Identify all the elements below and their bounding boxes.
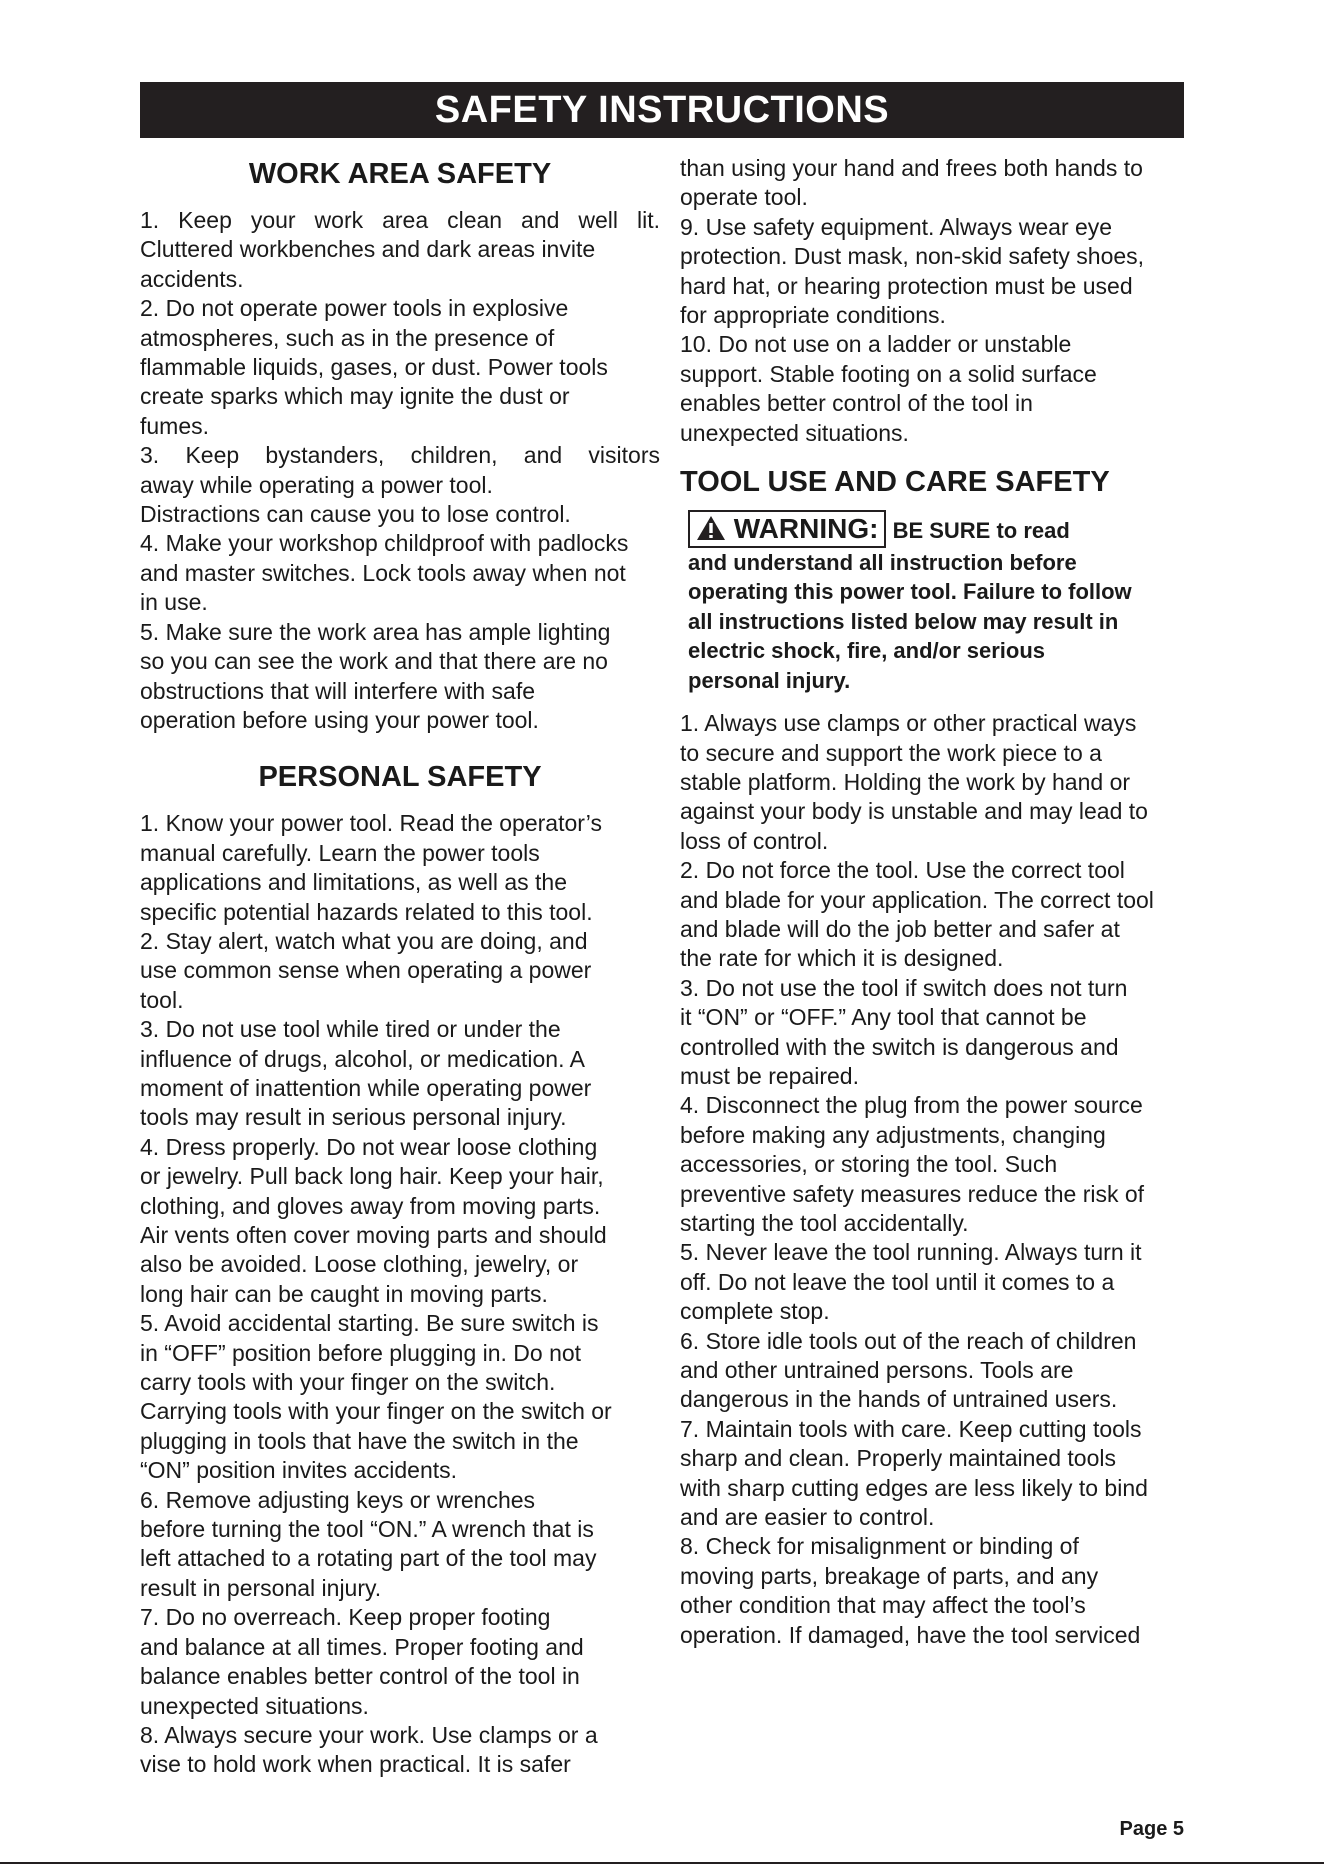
warning-label-box	[688, 510, 886, 548]
text-line: operate tool.	[680, 184, 808, 211]
text-line: long hair can be caught in moving parts.	[140, 1280, 548, 1307]
text-line: off. Do not leave the tool until it comes to a	[680, 1268, 1115, 1295]
continued-personal-safety	[680, 154, 1190, 448]
text-line: stable platform. Holding the work by hand or	[680, 768, 1131, 795]
text-line: or jewelry. Pull back long hair. Keep your hair,	[140, 1163, 604, 1190]
text-line: use common sense when operating a power	[140, 957, 592, 984]
text-line: and are easier to control.	[680, 1504, 935, 1531]
text-line: 2. Do not force the tool. Use the correct tool	[680, 857, 1125, 884]
text-line: hard hat, or hearing protection must be used	[680, 272, 1133, 299]
text-line: and blade for your application. The correct tool	[680, 886, 1154, 913]
text-line: the rate for which it is designed.	[680, 945, 1004, 972]
text-line: plugging in tools that have the switch in the	[140, 1427, 579, 1454]
text-line: loss of control.	[680, 827, 829, 854]
text-line: 8. Check for misalignment or binding of	[680, 1533, 1079, 1560]
text-line: 2. Do not operate power tools in explosive	[140, 295, 569, 322]
text-line: it “ON” or “OFF.” Any tool that cannot be	[680, 1004, 1087, 1031]
text-line: flammable liquids, gases, or dust. Power tools	[140, 354, 608, 381]
text-line: 3. Keep bystanders, children, and visitors	[140, 442, 660, 469]
text-line: dangerous in the hands of untrained users.	[680, 1386, 1118, 1413]
text-line: sharp and clean. Properly maintained tools	[680, 1445, 1116, 1472]
text-line: 4. Make your workshop childproof with padlocks	[140, 530, 629, 557]
text-line: Air vents often cover moving parts and should	[140, 1222, 607, 1248]
text-line: 5. Make sure the work area has ample lighting	[140, 618, 611, 645]
text-line: protection. Dust mask, non-skid safety shoes,	[680, 243, 1145, 270]
text-line: support. Stable footing on a solid surface	[680, 360, 1097, 387]
text-line: to secure and support the work piece to a	[680, 739, 1102, 766]
text-line: create sparks which may ignite the dust or	[140, 383, 570, 410]
text-line: complete stop.	[680, 1298, 830, 1325]
text-line: and understand all instruction before	[688, 550, 1077, 576]
text-line: 5. Avoid accidental starting. Be sure switch is	[140, 1310, 599, 1337]
warning-triangle-icon	[696, 515, 726, 541]
text-line: balance enables better control of the tool in	[140, 1663, 580, 1690]
text-line: result in personal injury.	[140, 1574, 382, 1601]
text-line: Cluttered workbenches and dark areas invite	[140, 236, 596, 263]
text-line: 10. Do not use on a ladder or unstable	[680, 331, 1072, 358]
text-line: unexpected situations.	[140, 1692, 369, 1719]
text-line: vise to hold work when practical. It is safer	[140, 1751, 571, 1778]
text-line: “ON” position invites accidents.	[140, 1457, 458, 1484]
text-line: 7. Do no overreach. Keep proper footing	[140, 1604, 551, 1631]
text-line: 8. Always secure your work. Use clamps or a	[140, 1721, 598, 1748]
text-line: personal injury.	[688, 667, 851, 693]
text-line: other condition that may affect the tool’s	[680, 1592, 1086, 1619]
text-line: Distractions can cause you to lose control.	[140, 501, 571, 528]
text-line: obstructions that will interfere with safe	[140, 677, 536, 704]
text-line: moment of inattention while operating power	[140, 1074, 592, 1101]
text-line: 3. Do not use the tool if switch does not turn	[680, 974, 1128, 1001]
text-line: 1. Know your power tool. Read the operator’s	[140, 810, 602, 837]
text-line: 4. Dress properly. Do not wear loose clothing	[140, 1133, 598, 1160]
text-line: applications and limitations, as well as the	[140, 869, 568, 896]
text-line: enables better control of the tool in	[680, 390, 1033, 417]
text-line: operating this power tool. Failure to follow	[688, 579, 1132, 605]
tool-use-heading: TOOL USE AND CARE SAFETY	[680, 466, 1110, 499]
personal-safety-body	[140, 809, 660, 1779]
right-column	[680, 154, 1190, 1650]
tool-use-body	[680, 709, 1190, 1650]
text-line: also be avoided. Loose clothing, jewelry, or	[140, 1251, 579, 1278]
text-line: 1. Always use clamps or other practical ways	[680, 710, 1137, 737]
text-line: and other untrained persons. Tools are	[680, 1357, 1074, 1384]
text-line: away while operating a power tool.	[140, 471, 493, 498]
text-line: manual carefully. Learn the power tools	[140, 839, 540, 866]
bottom-divider	[0, 1862, 1324, 1864]
text-line: tools may result in serious personal injury.	[140, 1104, 567, 1131]
text-line: accessories, or storing the tool. Such	[680, 1151, 1058, 1178]
page-banner: SAFETY INSTRUCTIONS	[140, 82, 1184, 138]
text-line: starting the tool accidentally.	[680, 1210, 969, 1236]
text-line: in use.	[140, 589, 208, 616]
text-line: before turning the tool “ON.” A wrench that is	[140, 1516, 594, 1543]
work-area-body	[140, 206, 660, 735]
text-line: than using your hand and frees both hands to	[680, 155, 1143, 181]
text-line: and master switches. Lock tools away when not	[140, 559, 626, 586]
text-line: preventive safety measures reduce the risk of	[680, 1180, 1145, 1207]
text-line: electric shock, fire, and/or serious	[688, 638, 1046, 664]
text-line: operation. If damaged, have the tool serviced	[680, 1621, 1141, 1648]
text-line: accidents.	[140, 265, 244, 292]
text-line: in “OFF” position before plugging in. Do not	[140, 1339, 582, 1366]
text-line: and blade will do the job better and safer at	[680, 915, 1120, 942]
text-line: 2. Stay alert, watch what you are doing, and	[140, 927, 588, 954]
text-line: 4. Disconnect the plug from the power source	[680, 1092, 1143, 1119]
warning-label: WARNING:	[733, 513, 879, 545]
personal-safety-heading: PERSONAL SAFETY	[258, 761, 542, 794]
text-line: specific potential hazards related to this tool.	[140, 898, 593, 925]
work-area-heading: WORK AREA SAFETY	[248, 158, 552, 190]
text-line: influence of drugs, alcohol, or medication. A	[140, 1045, 585, 1072]
text-line: so you can see the work and that there are no	[140, 648, 608, 675]
text-line: 5. Never leave the tool running. Always turn it	[680, 1239, 1142, 1266]
text-line: before making any adjustments, changing	[680, 1121, 1106, 1148]
text-line: 6. Store idle tools out of the reach of children	[680, 1327, 1137, 1354]
left-column	[140, 154, 660, 1780]
page-number: Page 5	[1119, 1818, 1184, 1840]
text-line: left attached to a rotating part of the tool may	[140, 1545, 597, 1572]
text-line: 3. Do not use tool while tired or under the	[140, 1016, 561, 1043]
text-line: carry tools with your finger on the switch.	[140, 1369, 556, 1396]
text-line: unexpected situations.	[680, 419, 909, 446]
text-line: 9. Use safety equipment. Always wear eye	[680, 213, 1113, 240]
text-line: 6. Remove adjusting keys or wrenches	[140, 1486, 536, 1513]
text-line: 7. Maintain tools with care. Keep cutting tools	[680, 1415, 1142, 1442]
warning-notice	[688, 510, 1190, 695]
text-line: fumes.	[140, 412, 210, 439]
text-line: against your body is unstable and may lead to	[680, 798, 1148, 825]
text-line: and balance at all times. Proper footing and	[140, 1633, 584, 1660]
text-line: must be repaired.	[680, 1062, 859, 1089]
text-line: clothing, and gloves away from moving parts.	[140, 1192, 601, 1219]
text-line: moving parts, breakage of parts, and any	[680, 1562, 1099, 1589]
text-line: 1. Keep your work area clean and well lit.	[140, 207, 660, 233]
text-line: with sharp cutting edges are less likely to bind	[680, 1474, 1148, 1501]
text-line: Carrying tools with your finger on the switch or	[140, 1398, 612, 1425]
text-line: for appropriate conditions.	[680, 302, 946, 329]
text-line: all instructions listed below may result in	[688, 608, 1119, 634]
text-line: controlled with the switch is dangerous and	[680, 1033, 1119, 1060]
text-line: atmospheres, such as in the presence of	[140, 324, 555, 351]
text-line: tool.	[140, 986, 184, 1013]
warning-first-line: BE SURE to read	[892, 518, 1070, 544]
text-line: operation before using your power tool.	[140, 706, 539, 733]
